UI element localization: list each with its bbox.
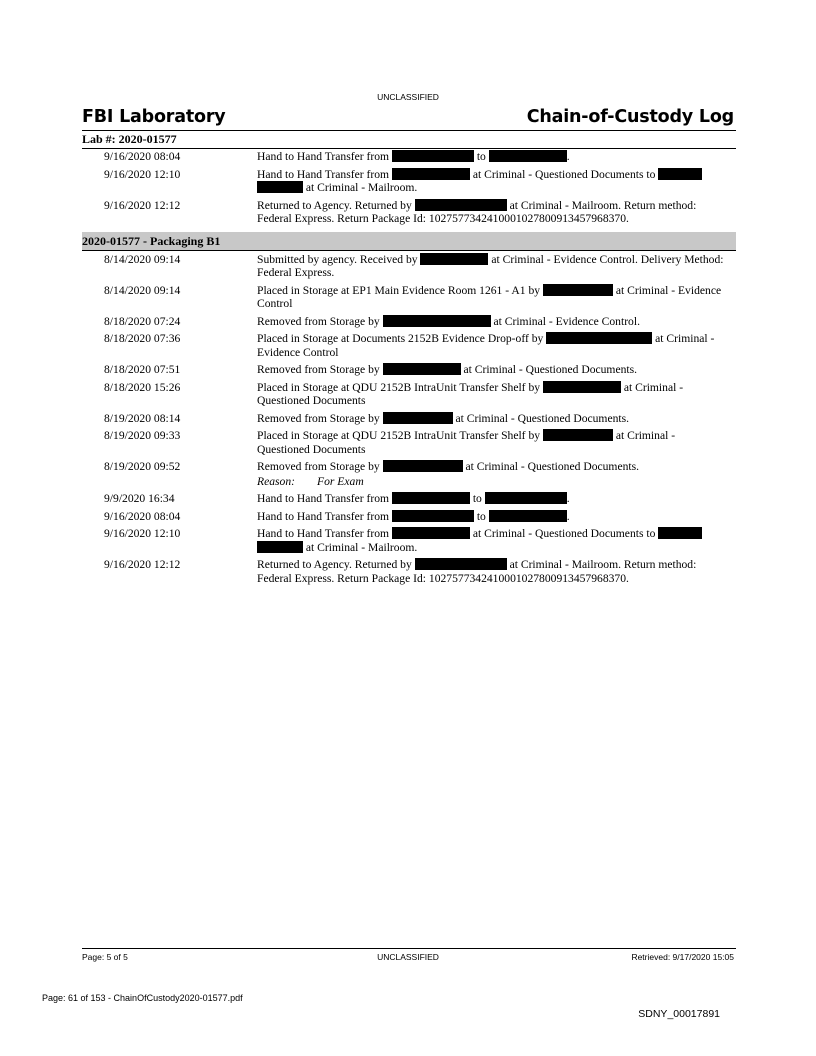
reason-spacer (82, 475, 257, 489)
entry-date: 9/9/2020 16:34 (104, 492, 175, 505)
reason-label: Reason: (257, 474, 295, 488)
redaction-box (658, 168, 702, 180)
entry-text: Returned to Agency. Returned by (257, 558, 415, 571)
entry-description (257, 332, 736, 359)
entry-date: 9/16/2020 08:04 (104, 150, 181, 163)
redaction-box (392, 150, 474, 162)
redaction-box (543, 284, 613, 296)
entry-description (257, 168, 736, 195)
footer-divider (82, 948, 736, 949)
entry-text: at Criminal - Mailroom. Return method: Federal Express. Return Package Id: 1027577342410001027800913457968370. (257, 558, 697, 585)
lab-title: FBI Laboratory (82, 107, 226, 127)
entry-text: Placed in Storage at QDU 2152B IntraUnit Transfer Shelf by (257, 380, 543, 394)
entry-text: . (566, 509, 570, 523)
entry-text: at Criminal - Questioned Documents. (460, 363, 638, 376)
entry-text: at Criminal - Mailroom. Return method: Federal Express. Return Package Id: 1027577342410001027800913457968370. (257, 198, 697, 225)
entry-text: at Criminal - Evidence Control. (490, 314, 640, 328)
retrieved-timestamp: Retrieved: 9/17/2020 15:05 (631, 952, 734, 962)
entry-text: at Criminal - Questioned Documents to (469, 527, 659, 540)
log-entry (82, 284, 736, 311)
entry-date: 8/14/2020 09:14 (104, 252, 181, 266)
redaction-box (543, 429, 613, 441)
entry-text: to (469, 492, 485, 505)
entry-text: Placed in Storage at EP1 Main Evidence Room 1261 - A1 by (257, 283, 543, 297)
log-entry (82, 429, 736, 456)
entry-text: Removed from Storage by (257, 460, 383, 473)
entry-description (257, 363, 736, 377)
entry-description (257, 199, 736, 226)
redaction-box (383, 412, 453, 424)
entry-text: . (566, 492, 570, 505)
reason-cell (257, 475, 736, 489)
entry-text: at Criminal - Questioned Documents. (462, 460, 640, 473)
entry-text: Hand to Hand Transfer from (257, 509, 392, 523)
entry-text: Submitted by agency. Received by (257, 252, 421, 266)
entry-date: 9/16/2020 12:12 (104, 198, 181, 212)
entry-text: at Criminal - Questioned Documents to (469, 167, 659, 181)
entry-date: 8/18/2020 07:24 (104, 314, 181, 328)
log-entry (82, 168, 736, 195)
entry-text: at Criminal - Questioned Documents (257, 380, 684, 407)
entry-text: Returned to Agency. Returned by (257, 198, 415, 212)
entry-text: Removed from Storage by (257, 411, 383, 425)
redaction-box (392, 527, 470, 539)
log-entry (82, 527, 736, 554)
entry-text: at Criminal - Mailroom. (303, 540, 418, 554)
entry-description (257, 558, 736, 585)
entry-text: at Criminal - Questioned Documents (257, 429, 676, 456)
redaction-box (415, 558, 507, 570)
entry-text: at Criminal - Mailroom. (303, 181, 418, 194)
entry-text: at Criminal - Evidence Control (257, 283, 722, 310)
log-entry (82, 253, 736, 280)
custody-log (82, 150, 736, 589)
entry-description (257, 381, 736, 408)
section-heading: 2020-01577 - Packaging B1 (82, 232, 736, 251)
entry-description (257, 492, 736, 506)
entry-date: 8/18/2020 07:51 (104, 363, 181, 376)
redaction-box (485, 492, 567, 504)
entry-text: at Criminal - Evidence Control. Delivery Method: Federal Express. (257, 252, 724, 279)
log-entry (82, 460, 736, 474)
redaction-box (546, 332, 652, 344)
entry-text: Placed in Storage at Documents 2152B Evidence Drop-off by (257, 332, 547, 345)
classification-marking-top: UNCLASSIFIED (377, 92, 439, 102)
log-entry (82, 363, 736, 377)
entry-description (257, 315, 736, 329)
entry-text: Removed from Storage by (257, 363, 383, 376)
log-entry (82, 492, 736, 506)
entry-date: 8/18/2020 07:36 (104, 332, 181, 345)
entry-text: Hand to Hand Transfer from (257, 527, 392, 540)
redaction-box (392, 168, 470, 180)
entry-description (257, 510, 736, 524)
log-entry (82, 199, 736, 226)
entry-date: 9/16/2020 12:10 (104, 167, 181, 181)
entry-text: at Criminal - Evidence Control (257, 332, 715, 359)
lab-number-divider (82, 148, 736, 149)
entry-description (257, 150, 736, 164)
log-entry (82, 510, 736, 524)
redaction-box (383, 460, 463, 472)
log-entry (82, 150, 736, 164)
entry-date: 8/19/2020 09:33 (104, 429, 181, 442)
entry-description (257, 253, 736, 280)
entry-description (257, 412, 736, 426)
entry-date: 9/16/2020 12:12 (104, 558, 181, 571)
redaction-box (415, 199, 507, 211)
entry-date: 8/18/2020 15:26 (104, 380, 181, 394)
entry-text: Hand to Hand Transfer from (257, 492, 392, 505)
entry-description (257, 460, 736, 474)
redaction-box (489, 510, 567, 522)
entry-text: Removed from Storage by (257, 314, 383, 328)
pdf-page-label: Page: 61 of 153 - ChainOfCustody2020-01577.pdf (42, 993, 243, 1003)
redaction-box (489, 150, 567, 162)
entry-text: at Criminal - Questioned Documents. (452, 411, 630, 425)
entry-text: Hand to Hand Transfer from (257, 167, 392, 181)
entry-text: to (473, 509, 489, 523)
footer-page-number: Page: 5 of 5 (82, 952, 128, 962)
log-entry (82, 315, 736, 329)
redaction-box (543, 381, 621, 393)
redaction-box (257, 181, 303, 193)
entry-date: 8/14/2020 09:14 (104, 283, 181, 297)
classification-marking-bottom: UNCLASSIFIED (377, 952, 439, 962)
bates-number: SDNY_00017891 (638, 1008, 720, 1020)
entry-date: 8/19/2020 08:14 (104, 411, 181, 425)
entry-text: Placed in Storage at QDU 2152B IntraUnit Transfer Shelf by (257, 429, 543, 442)
reason-row (82, 475, 736, 489)
redaction-box (658, 527, 702, 539)
log-entry (82, 558, 736, 585)
entry-date: 9/16/2020 08:04 (104, 509, 181, 523)
redaction-box (383, 363, 461, 375)
redaction-box (392, 510, 474, 522)
redaction-box (257, 541, 303, 553)
entry-text: . (566, 150, 570, 163)
entry-text: to (473, 150, 489, 163)
header-divider (82, 130, 736, 131)
entry-text: Hand to Hand Transfer from (257, 150, 392, 163)
lab-number: Lab #: 2020-01577 (82, 132, 177, 146)
redaction-box (420, 253, 488, 265)
log-entry (82, 332, 736, 359)
redaction-box (392, 492, 470, 504)
entry-date: 8/19/2020 09:52 (104, 460, 181, 473)
redaction-box (383, 315, 491, 327)
entry-description (257, 527, 736, 554)
log-entry (82, 381, 736, 408)
entry-description (257, 429, 736, 456)
log-title: Chain-of-Custody Log (526, 107, 734, 127)
reason-value: For Exam (317, 474, 364, 488)
entry-date: 9/16/2020 12:10 (104, 527, 181, 540)
log-entry (82, 412, 736, 426)
entry-description (257, 284, 736, 311)
